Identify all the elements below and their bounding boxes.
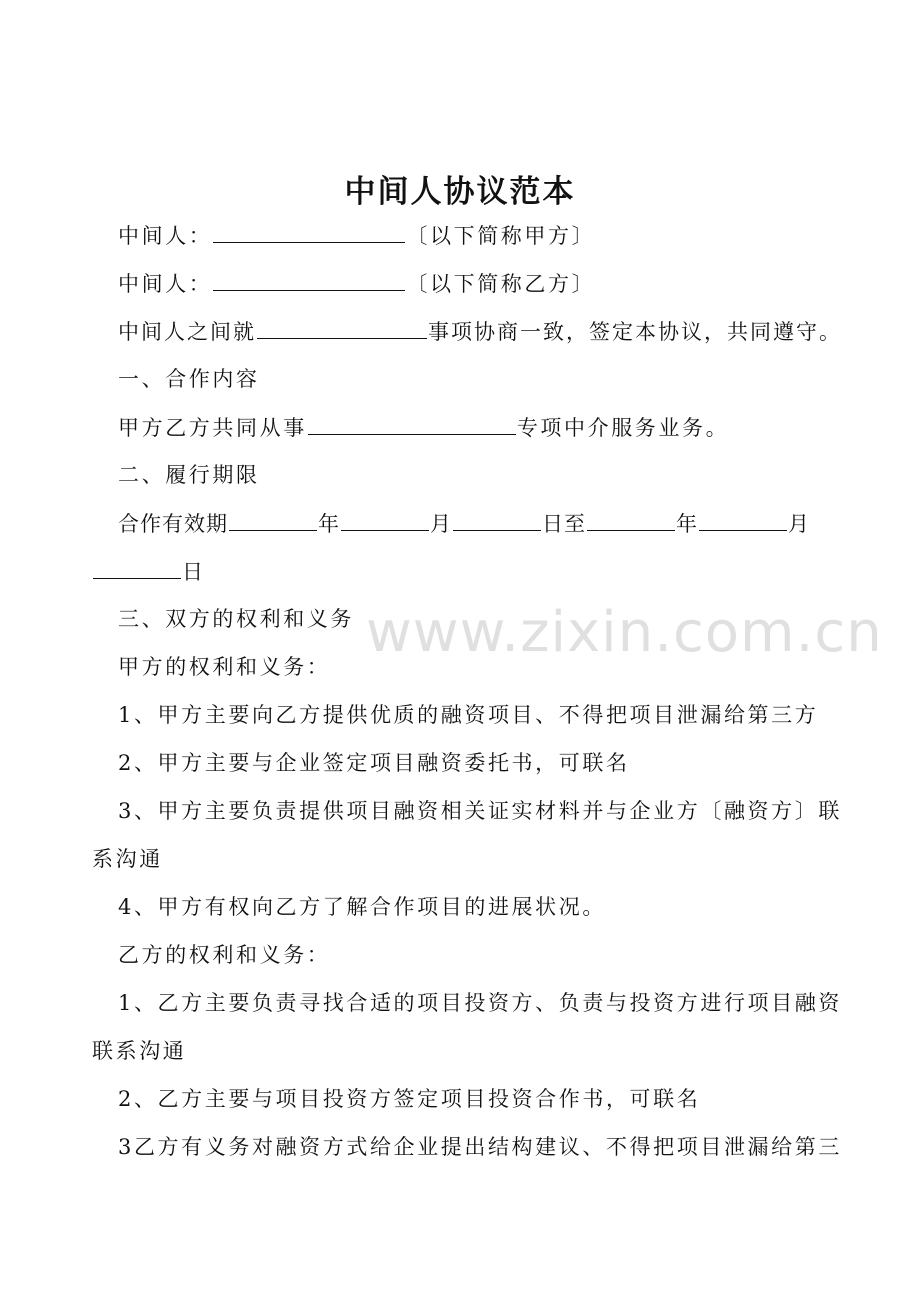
day2-blank: [93, 556, 181, 579]
intro-line: [118, 316, 842, 347]
party-b-item-2: 2、乙方主要与项目投资方签定项目投资合作书，可联名: [118, 1087, 701, 1111]
party-b-item-1: 1、乙方主要负责寻找合适的项目投资方、负责与投资方进行项目融资: [118, 991, 842, 1015]
year1-blank: [229, 508, 317, 531]
intro-suffix: 事项协商一致，签定本协议，共同遵守。: [428, 320, 842, 344]
intro-prefix: 中间人之间就: [118, 320, 256, 344]
section1-prefix: 甲方乙方共同从事: [118, 416, 307, 440]
party-a-item-2: 2、甲方主要与企业签定项目融资委托书，可联名: [118, 751, 630, 775]
day-to-label: 日至: [542, 512, 586, 536]
section1-blank: [308, 412, 516, 435]
party-a-line: [118, 220, 595, 251]
party-a-label: 中间人：: [118, 224, 213, 248]
section3-heading: 三、双方的权利和义务: [118, 607, 354, 631]
section1-text: [118, 412, 729, 443]
year2-blank: [587, 508, 675, 531]
month1-label: 月: [430, 512, 452, 536]
day1-blank: [453, 508, 541, 531]
party-a-item-3-cont: 系沟通: [92, 847, 163, 871]
party-a-suffix: 〔以下简称甲方〕: [406, 224, 596, 248]
intro-blank: [257, 316, 427, 339]
watermark: www.zixin.com.cn: [366, 600, 883, 665]
party-a-item-3: 3、甲方主要负责提供项目融资相关证实材料并与企业方〔融资方〕联: [118, 799, 842, 823]
section2-heading: 二、履行期限: [118, 463, 260, 487]
document-title: 中间人协议范本: [344, 174, 576, 210]
section2-text-cont: [92, 556, 206, 587]
month2-label: 月: [788, 512, 810, 536]
month1-blank: [341, 508, 429, 531]
party-a-item-4: 4、甲方有权向乙方了解合作项目的进展状况。: [118, 895, 606, 919]
day2-label: 日: [182, 560, 206, 584]
party-b-item-3: 3乙方有义务对融资方式给企业提出结构建议、不得把项目泄漏给第三: [118, 1135, 842, 1159]
party-a-item-1: 1、甲方主要向乙方提供优质的融资项目、不得把项目泄漏给第三方: [118, 703, 819, 727]
section2-text: [118, 508, 810, 539]
party-b-line: [118, 268, 595, 299]
party-a-duties-heading: 甲方的权利和义务：: [118, 655, 331, 679]
party-a-blank: [213, 220, 405, 243]
party-b-item-1-cont: 联系沟通: [92, 1039, 187, 1063]
party-b-suffix: 〔以下简称乙方〕: [406, 272, 596, 296]
month2-blank: [699, 508, 787, 531]
party-b-label: 中间人：: [118, 272, 213, 296]
section1-heading: 一、合作内容: [118, 367, 260, 391]
term-prefix: 合作有效期: [118, 512, 228, 536]
year1-label: 年: [318, 512, 340, 536]
section1-suffix: 专项中介服务业务。: [516, 416, 730, 440]
party-b-duties-heading: 乙方的权利和义务：: [118, 943, 331, 967]
year2-label: 年: [676, 512, 698, 536]
party-b-blank: [213, 268, 405, 291]
